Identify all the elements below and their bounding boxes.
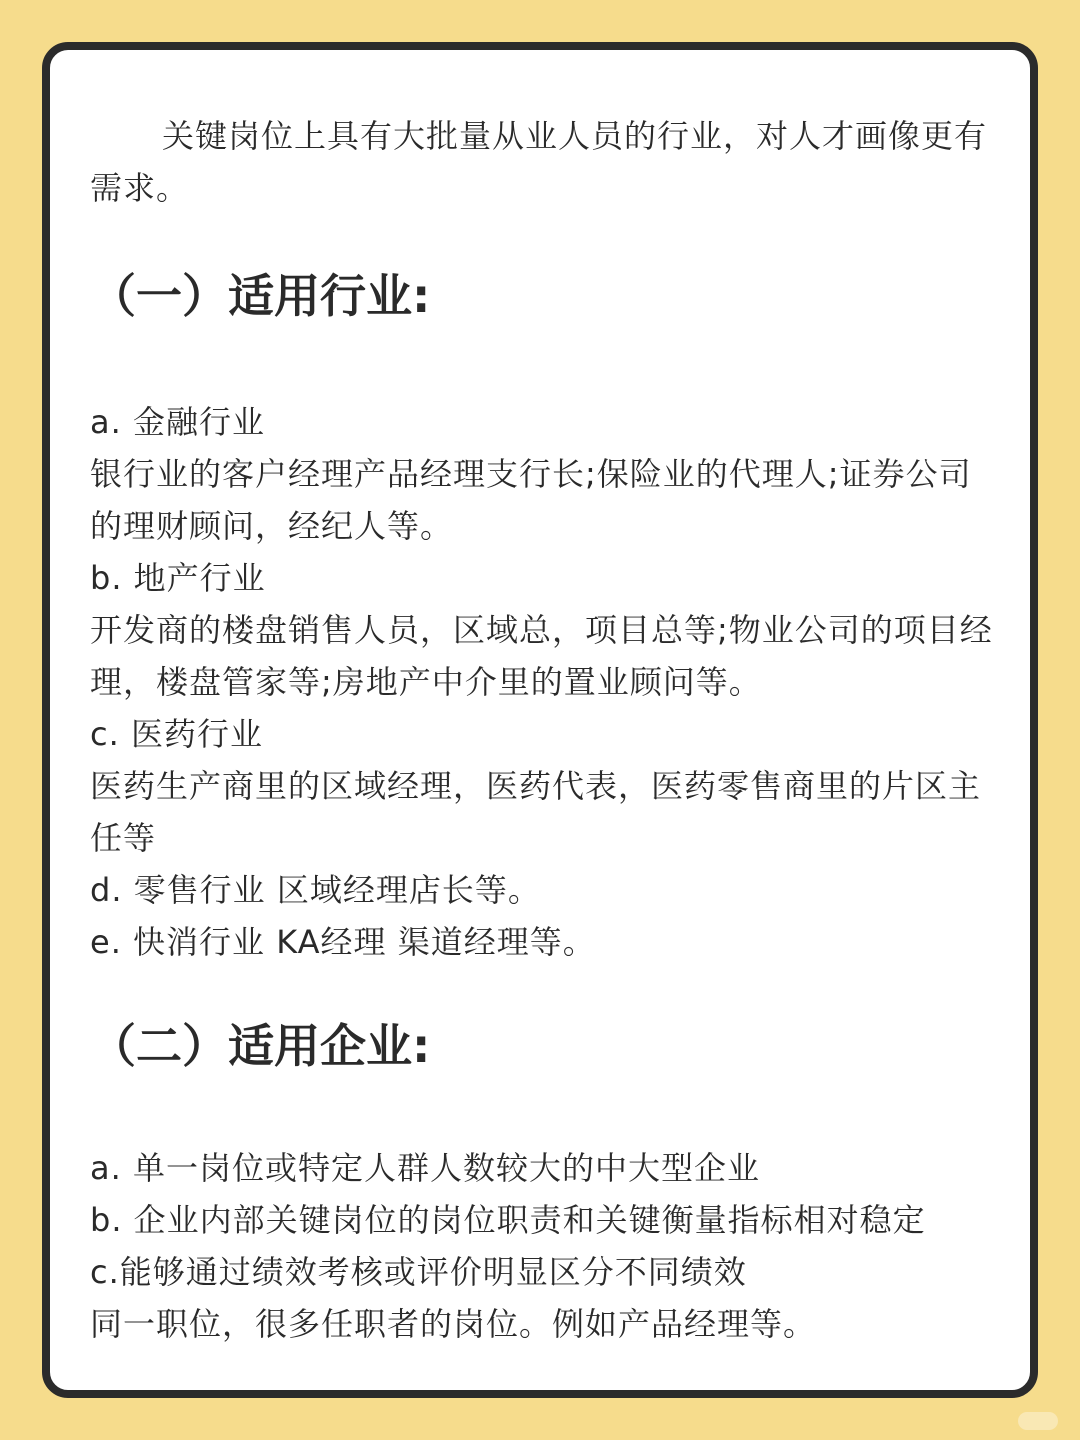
industry-fmcg: e. 快消行业 KA经理 渠道经理等。 <box>90 923 596 961</box>
intro-paragraph: 关键岗位上具有大批量从业人员的行业，对人才画像更有需求。 <box>90 117 988 207</box>
industries-list <box>90 396 1000 968</box>
industry-realestate-label: b. 地产行业 <box>90 559 266 597</box>
article-body <box>90 110 1000 1350</box>
industry-retail: d. 零售行业 区域经理店长等。 <box>90 871 541 909</box>
content-card <box>42 42 1038 1398</box>
section-title-enterprises: （二）适用企业: <box>90 1019 431 1073</box>
industry-finance-label: a. 金融行业 <box>90 403 265 441</box>
enterprise-item-b: b. 企业内部关键岗位的岗位职责和关键衡量指标相对稳定 <box>90 1201 926 1239</box>
enterprise-item-c-cont: 同一职位，很多任职者的岗位。例如产品经理等。 <box>90 1305 817 1343</box>
industry-pharma-desc: 医药生产商里的区域经理，医药代表，医药零售商里的片区主任等 <box>90 767 982 857</box>
section-title-industries: （一）适用行业: <box>90 269 431 323</box>
enterprise-item-c: c.能够通过绩效考核或评价明显区分不同绩效 <box>90 1253 747 1291</box>
industry-pharma-label: c. 医药行业 <box>90 715 263 753</box>
enterprises-list <box>90 1142 1000 1350</box>
watermark-logo <box>1018 1412 1058 1430</box>
industry-realestate-desc: 开发商的楼盘销售人员，区域总，项目总等;物业公司的项目经理，楼盘管家等;房地产中介里的置业顾问等。 <box>90 611 993 701</box>
enterprise-item-a: a. 单一岗位或特定人群人数较大的中大型企业 <box>90 1149 760 1187</box>
industry-finance-desc: 银行业的客户经理产品经理支行长;保险业的代理人;证券公司的理财顾问，经纪人等。 <box>90 455 972 545</box>
